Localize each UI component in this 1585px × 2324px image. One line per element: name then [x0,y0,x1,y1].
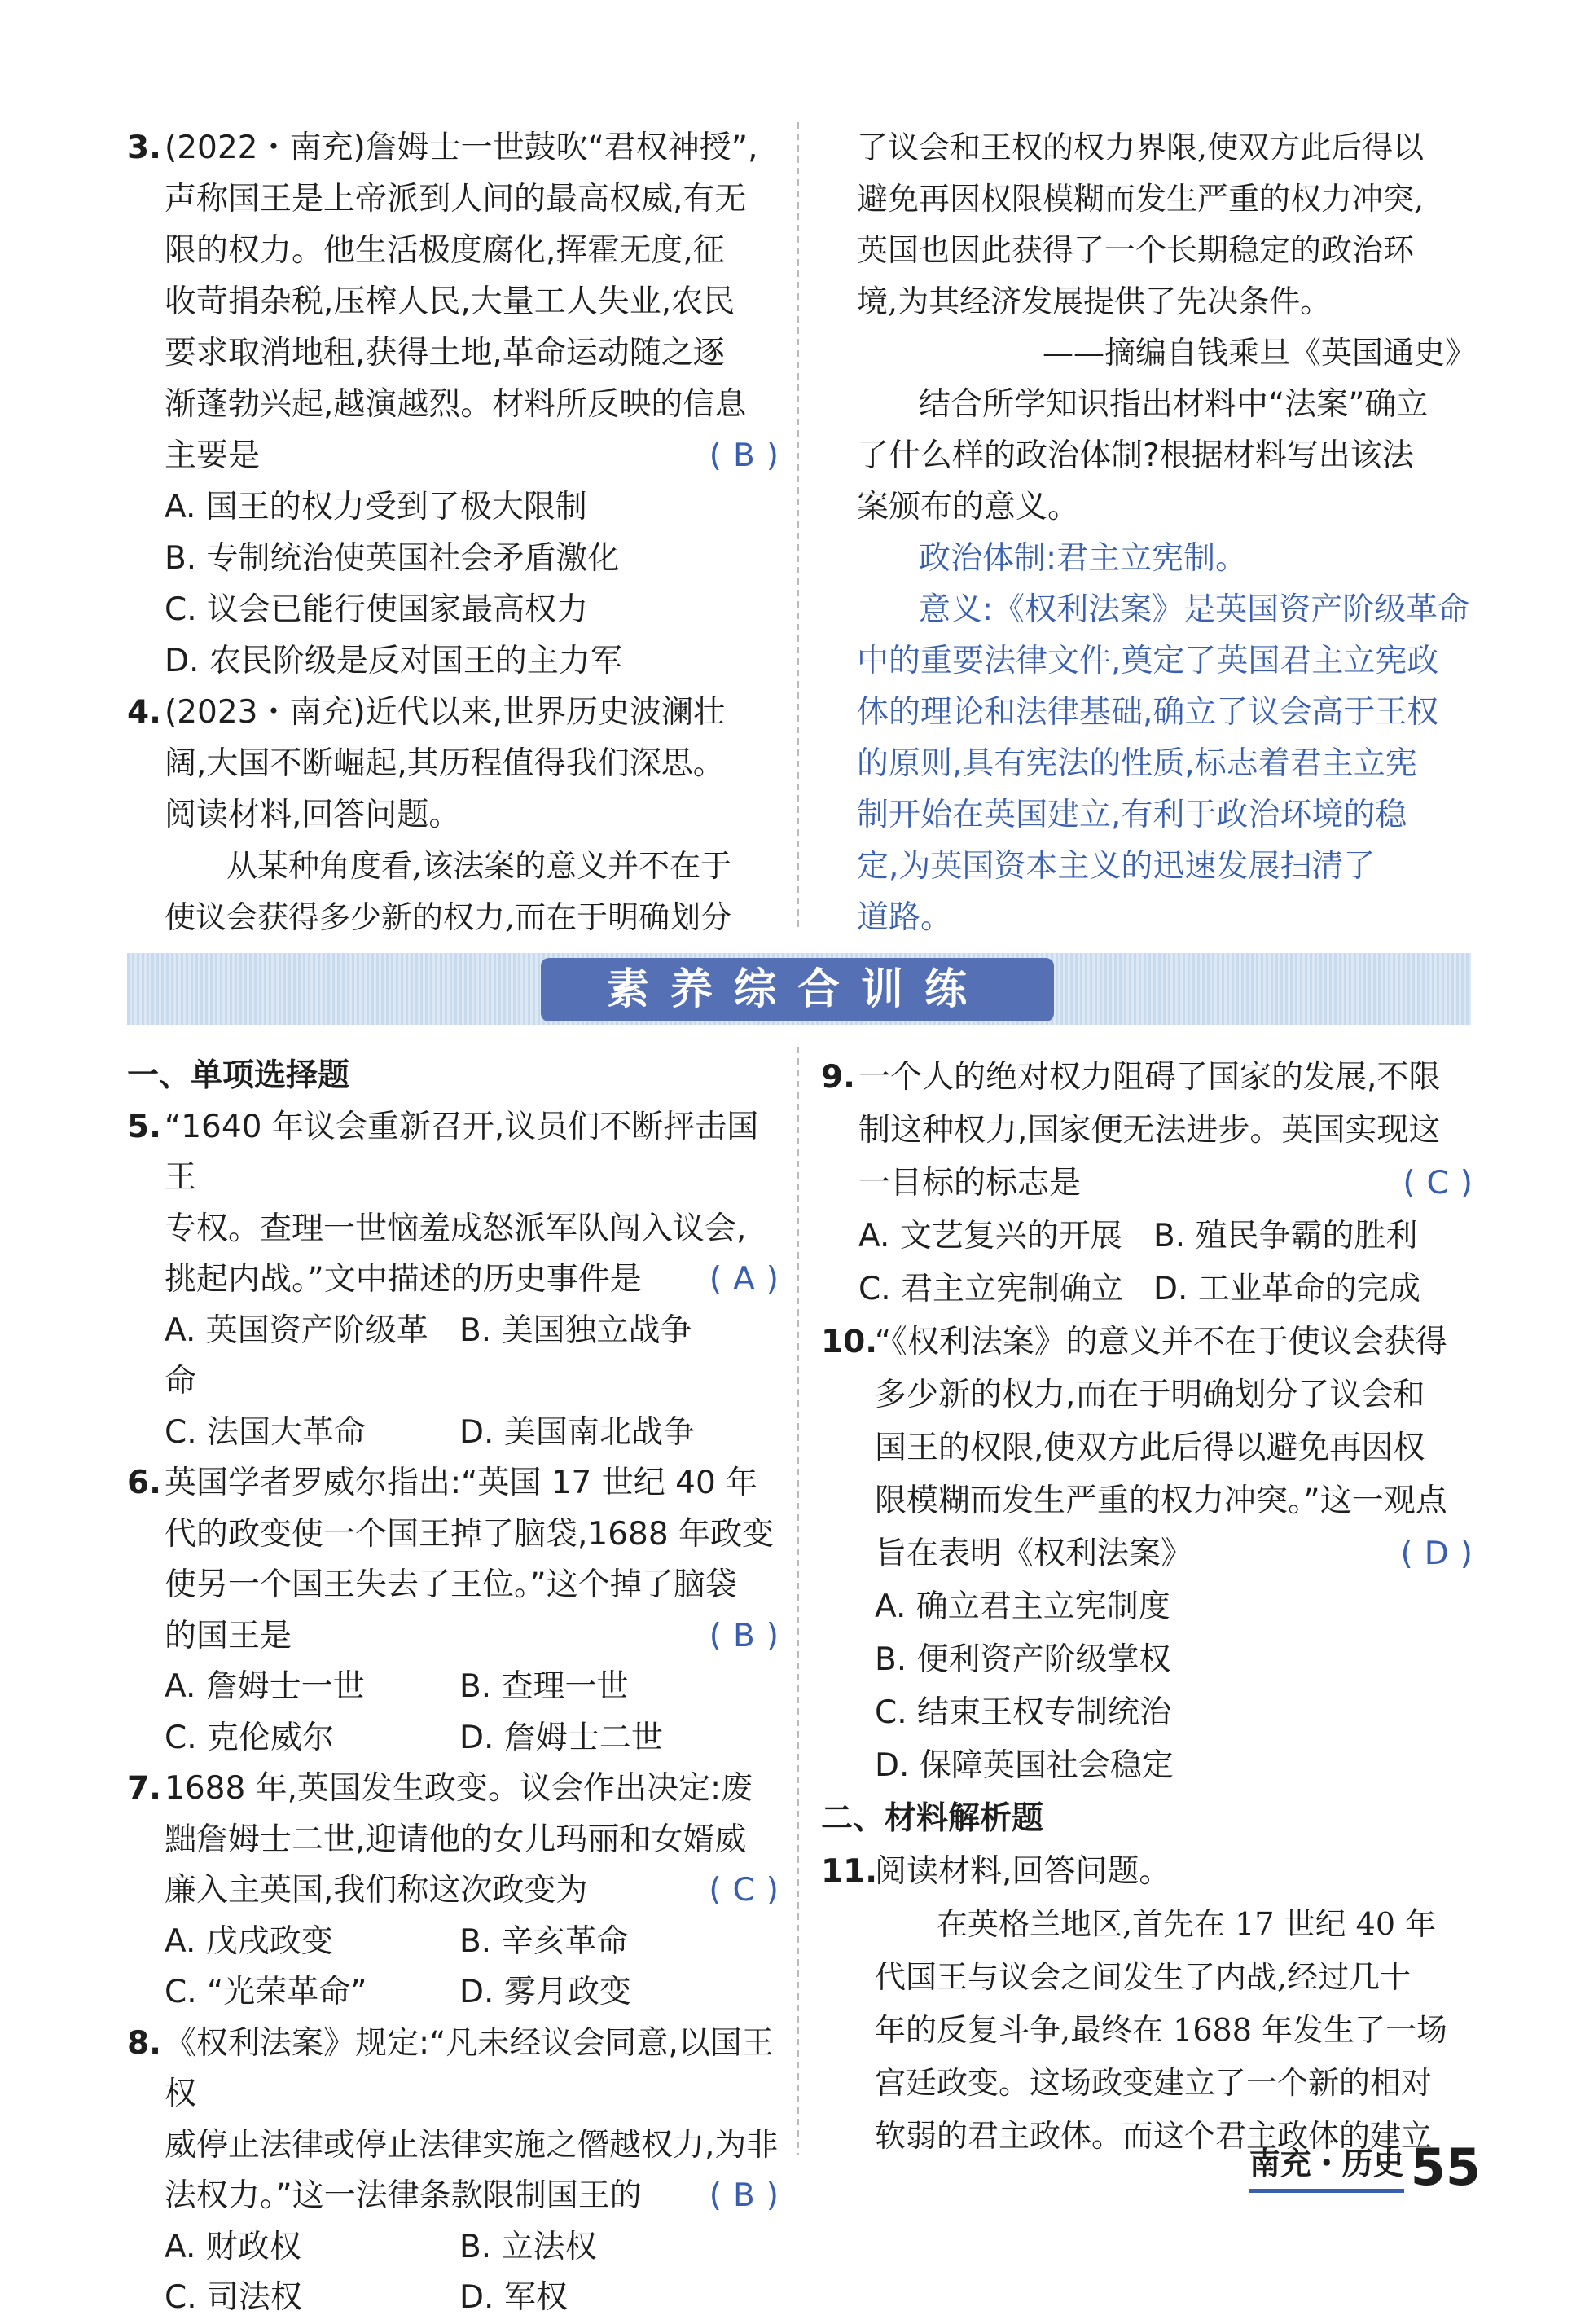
option: D. 军权 [459,2279,568,2316]
question-text: “《权利法案》的意义并不在于使议会获得 [875,1324,1447,1360]
question-3 [127,122,779,687]
question-text: 1688 年,英国发生政变。议会作出决定:废 [165,1770,753,1807]
answer-bracket: ( B ) [709,1611,779,1663]
question-text: 多少新的权力,而在于明确划分了议会和 [875,1377,1425,1413]
section-heading: 二、材料解析题 [821,1800,1044,1837]
answer-letter: D [1424,1535,1449,1572]
material-text: 软弱的君主政体。而这个君主政体的建立 [875,2118,1433,2154]
answer-letter: C [732,1872,755,1909]
answer-letter: B [733,437,755,474]
option: B. 专制统治使英国社会矛盾激化 [165,540,620,577]
question-7 [127,1764,779,2019]
bottom-right-column [821,1051,1473,2163]
material-source: ——摘编自钱乘旦《英国通史》 [1042,335,1476,371]
answer-bracket: ( B ) [709,430,779,481]
option: D. 美国南北战争 [459,1413,695,1451]
question-5 [127,1102,779,1459]
answer-bracket: ( A ) [709,1254,779,1306]
answer-bracket: ( B ) [709,2171,779,2222]
question-text: (2023・南充)近代以来,世界历史波澜壮 [165,694,726,731]
question-4 [127,687,779,943]
option: C. 议会已能行使国家最高权力 [165,591,589,628]
material-text: 避免再因权限模糊而发生严重的权力冲突, [857,181,1425,217]
question-text: 声称国王是上帝派到人间的最高权威,有无 [165,181,747,217]
question-number: 8. [127,2024,161,2062]
column-divider [797,122,799,929]
question-text: 威停止法律或停止法律实施之僭越权力,为非 [165,2126,779,2164]
page-footer [1249,2128,1481,2197]
question-text: 一个人的绝对权力阻碍了国家的发展,不限 [858,1059,1441,1096]
question-text: 一目标的标志是 [858,1165,1082,1202]
answer-bracket: ( C ) [1403,1157,1473,1210]
answer-text: 的原则,具有宪法的性质,标志着君主立宪 [857,745,1417,782]
question-text: “1640 年议会重新召开,议员们不断抨击国王 [165,1108,759,1196]
column-divider [797,1047,799,2155]
question-text: 阅读材料,回答问题。 [875,1853,1171,1890]
option: A. 国王的权力受到了极大限制 [165,489,587,525]
question-text: 专权。查理一世恼羞成怒派军队闯入议会, [165,1210,747,1247]
question-10 [821,1316,1473,1792]
option: C. 克伦威尔 [165,1719,335,1756]
option: D. 雾月政变 [459,1974,631,2010]
question-text: 限模糊而发生严重的权力冲突。”这一观点 [875,1483,1447,1519]
material-text: 宫廷政变。这场政变建立了一个新的相对 [875,2065,1433,2101]
option: A. 英国资产阶级革命 [165,1311,428,1399]
question-text: 限的权力。他生活极度腐化,挥霍无度,征 [165,232,725,269]
material-text: 从某种角度看,该法案的意义并不在于 [226,848,732,884]
question-number: 9. [821,1059,855,1096]
question-number: 10. [821,1324,878,1360]
section-heading: 一、单项选择题 [127,1057,350,1094]
answer-bracket: ( D ) [1401,1527,1473,1580]
answer-letter: B [733,2177,755,2214]
question-number: 11. [821,1853,878,1890]
option: B. 殖民争霸的胜利 [1153,1218,1418,1254]
question-6 [127,1458,779,1764]
option: B. 便利资产阶级掌权 [875,1641,1171,1678]
question-text: 主要是 [165,437,261,474]
page-number: 55 [1410,2137,1481,2197]
option: A. 确立君主立宪制度 [875,1588,1170,1625]
material-text: 英国也因此获得了一个长期稳定的政治环 [857,232,1415,268]
option: B. 美国独立战争 [459,1311,692,1349]
answer-bracket: ( C ) [709,1865,779,1917]
material-text: 使议会获得多少新的权力,而在于明确划分 [165,899,732,935]
option: A. 戊戌政变 [165,1922,333,1960]
question-text: 阅读材料,回答问题。 [165,797,461,833]
banner-title: 素养综合训练 [541,958,1054,1021]
answer-text: 中的重要法律文件,奠定了英国君主立宪政 [857,643,1439,679]
option: C. 司法权 [165,2279,303,2316]
material-text: 代国王与议会之间发生了内战,经过几十 [875,1959,1412,1995]
answer-letter: B [733,1617,755,1654]
question-text: 阔,大国不断崛起,其历程值得我们深思。 [165,745,725,782]
question-number: 7. [127,1770,161,1807]
answer-letter: C [1426,1165,1449,1202]
option: C. 君主立宪制确立 [858,1271,1124,1307]
question-text: (2022・南充)詹姆士一世鼓吹“君权神授”, [165,130,758,166]
question-text: 结合所学知识指出材料中“法案”确立 [919,386,1429,423]
answer-text: 定,为英国资本主义的迅速发展扫清了 [857,848,1376,885]
option: A. 财政权 [165,2228,301,2265]
question-text: 黜詹姆士二世,迎请他的女儿玛丽和女婿威 [165,1821,747,1858]
question-text: 《权利法案》规定:“凡未经议会同意,以国王权 [165,2024,774,2112]
question-text: 代的政变使一个国王掉了脑袋,1688 年政变 [165,1515,775,1553]
question-number: 3. [127,130,161,166]
question-text: 廉入主英国,我们称这次政变为 [165,1872,588,1909]
bottom-left-column [127,1051,779,2324]
material-text: 年的反复斗争,最终在 1688 年发生了一场 [875,2012,1447,2048]
question-text: 挑起内战。”文中描述的历史事件是 [165,1261,642,1298]
question-text: 了什么样的政治体制?根据材料写出该法 [857,437,1414,474]
option: C. 法国大革命 [165,1413,367,1451]
option: D. 工业革命的完成 [1153,1271,1420,1307]
answer-letter: A [733,1261,755,1298]
question-text: 法权力。”这一法律条款限制国王的 [165,2177,642,2214]
option: D. 詹姆士二世 [459,1719,663,1756]
answer-text: 政治体制:君主立宪制。 [919,540,1248,577]
question-8 [127,2019,779,2324]
option: C. “光荣革命” [165,1974,367,2010]
question-text: 使另一个国王失去了王位。”这个掉了脑袋 [165,1566,737,1603]
question-text: 收苛捐杂税,压榨人民,大量工人失业,农民 [165,283,735,320]
question-text: 旨在表明《权利法案》 [875,1535,1193,1572]
question-text: 国王的权限,使双方此后得以避免再因权 [875,1430,1425,1466]
top-right-column [857,122,1476,943]
answer-text: 体的理论和法律基础,确立了议会高于王权 [857,694,1439,731]
question-number: 5. [127,1108,161,1145]
question-number: 6. [127,1465,161,1501]
question-text: 制这种权力,国家便无法进步。英国实现这 [858,1112,1441,1149]
option: D. 保障英国社会稳定 [875,1747,1174,1784]
material-text: 境,为其经济发展提供了先决条件。 [857,283,1332,319]
question-number: 4. [127,694,161,731]
material-text: 在英格兰地区,首先在 17 世纪 40 年 [937,1906,1437,1942]
question-text: 渐蓬勃兴起,越演越烈。材料所反映的信息 [165,386,747,423]
question-text: 英国学者罗威尔指出:“英国 17 世纪 40 年 [165,1465,758,1501]
option: D. 农民阶级是反对国王的主力军 [165,643,622,679]
question-11 [821,1845,1473,2163]
option: A. 詹姆士一世 [165,1668,365,1705]
question-text: 的国王是 [165,1617,292,1654]
answer-text: 制开始在英国建立,有利于政治环境的稳 [857,797,1407,833]
option: B. 辛亥革命 [459,1922,629,1960]
top-left-column [127,122,779,943]
question-text: 案颁布的意义。 [857,489,1080,525]
option: C. 结束王权专制统治 [875,1694,1172,1731]
option: A. 文艺复兴的开展 [858,1218,1122,1254]
material-text: 了议会和王权的权力界限,使双方此后得以 [857,130,1425,165]
answer-text: 意义:《权利法案》是英国资产阶级革命 [919,591,1470,628]
footer-label: 南充・历史 [1249,2142,1404,2193]
answer-text: 道路。 [857,899,953,936]
option: B. 查理一世 [459,1668,629,1705]
option: B. 立法权 [459,2228,597,2265]
question-text: 要求取消地租,获得土地,革命运动随之逐 [165,335,725,371]
question-9 [821,1051,1473,1316]
